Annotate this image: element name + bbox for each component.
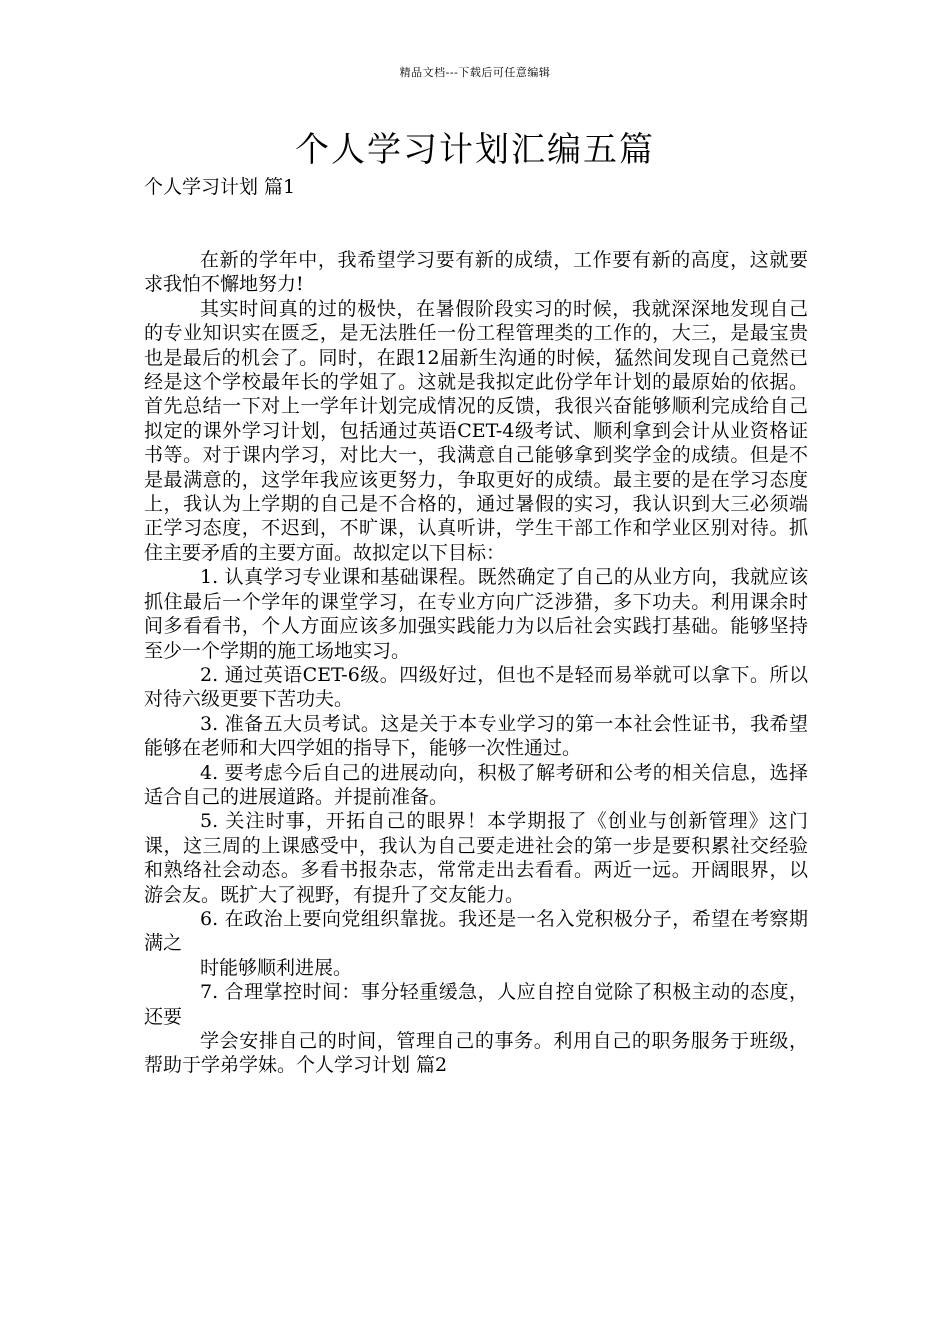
section-heading: 个人学习计划 篇1 — [144, 176, 296, 198]
list-item: 3. 准备五大员考试。这是关于本专业学习的第一本社会性证书，我希望能够在老师和大四学姐的指导下，能够一次性通过。 — [144, 712, 808, 760]
list-item: 2. 通过英语CET-6级。四级好过，但也不是轻而易举就可以拿下。所以对待六级更要下苦功夫。 — [144, 663, 808, 711]
paragraph: 其实时间真的过的极快，在暑假阶段实习的时候，我就深深地发现自己的专业知识实在匮乏，是无法胜任一份工程管理类的工作的，大三，是最宝贵也是最后的机会了。同时，在跟12届新生沟通的时候，猛然间发现自己竟然已经是这个学校最年长的学姐了。这就是我拟定此份学年计划的最原始的依据。 首先总结一下对上一学年计划完成情况的反馈，我很兴奋能够顺利完成给自己拟定的课外学习计划，包括通过英语CET-4级考试、顺利拿到会计从业资格证书等。对于课内学习，对比大一，我满意自己能够拿到奖学金的成绩。但是不是最满意的，这学年我应该更努力，争取更好的成绩。最主要的是在学习态度上，我认为上学期的自己是不合格的，通过暑假的实习，我认识到大三必须端正学习态度，不迟到，不旷课，认真听讲，学生干部工作和学业区别对待。抓住主要矛盾的主要方面。故拟定以下目标： — [144, 297, 808, 564]
list-item: 6. 在政治上要向党组织靠拢。我还是一名入党积极分子，希望在考察期满之 — [144, 907, 808, 955]
paragraph: 学会安排自己的时间，管理自己的事务。利用自己的职务服务于班级，帮助于学弟学妹。个人学习计划 篇2 — [144, 1030, 808, 1077]
paragraph: 在新的学年中，我希望学习要有新的成绩，工作要有新的高度，这就要求我怕不懈地努力! — [144, 249, 808, 296]
list-item: 7. 合理掌控时间：事分轻重缓急，人应自控自觉除了积极主动的态度，还要 — [144, 981, 808, 1028]
document-body — [144, 248, 808, 1078]
list-item: 1. 认真学习专业课和基础课程。既然确定了自己的从业方向，我就应该抓住最后一个学年的课堂学习，在专业方向广泛涉猎，多下功夫。利用课余时间多看看书，个人方面应该多加强实践能力为以后社会实践打基础。能够坚持至少一个学期的施工场地实习。 — [144, 566, 808, 662]
list-item: 5. 关注时事，开拓自己的眼界！本学期报了《创业与创新管理》这门课，这三周的上课感受中，我认为自己要走进社会的第一步是要积累社交经验和熟络社会动态。多看书报杂志，常常走出去看看。两近一远。开阔眼界，以游会友。既扩大了视野，有提升了交友能力。 — [144, 810, 808, 906]
header-note: 精品文档---下载后可任意编辑 — [399, 66, 551, 79]
list-item: 4. 要考虑今后自己的进展动向，积极了解考研和公考的相关信息，选择适合自己的进展道路。并提前准备。 — [144, 761, 808, 808]
paragraph: 时能够顺利进展。 — [200, 956, 353, 979]
document-title: 个人学习计划汇编五篇 — [295, 130, 655, 170]
